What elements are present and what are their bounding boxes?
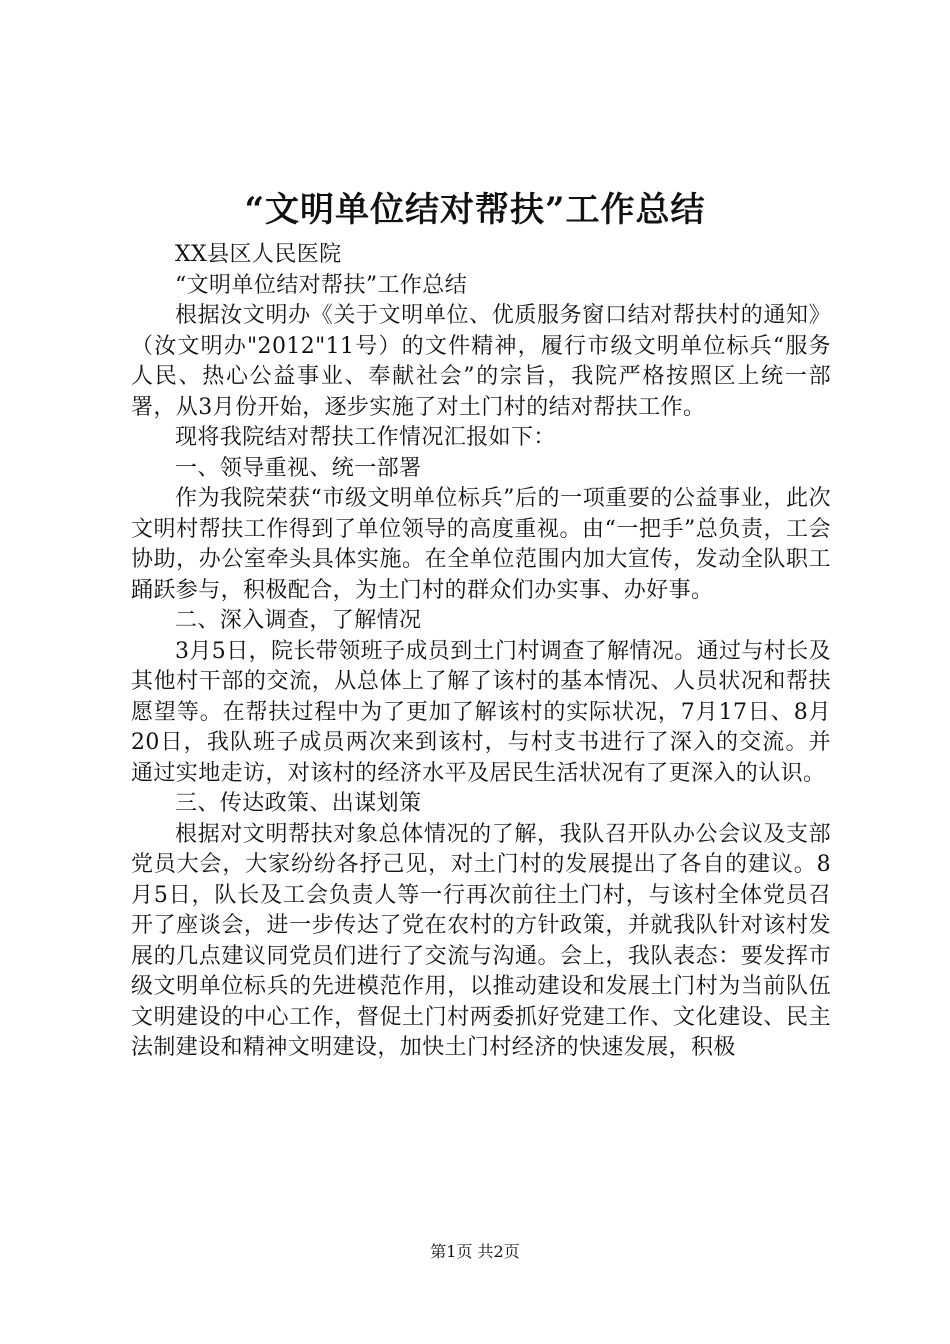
section-heading-3: 三、传达政策、出谋划策 (175, 791, 422, 816)
page-number: 第1页 共2页 (430, 1242, 520, 1261)
paragraph-organization: XX县区人民医院 (175, 242, 342, 267)
section-heading-2: 二、深入调查，了解情况 (175, 608, 422, 633)
paragraph-subtitle: “文明单位结对帮扶”工作总结 (175, 272, 468, 298)
paragraph-report-lead: 现将我院结对帮扶工作情况汇报如下： (175, 425, 556, 450)
document-title: “文明单位结对帮扶”工作总结 (244, 190, 706, 230)
paragraph-intro: 根据汝文明办《关于文明单位、优质服务窗口结对帮扶村的通知》（汝文明办"2012"11号）的文件精神，履行市级文明单位标兵“服务人民、热心公益事业、奉献社会”的宗旨，我院严格按照区上统一部署，从3月份开始，逐步实施了对土门村的结对帮扶工作。 (131, 303, 831, 420)
paragraph-section-2: 3月5日，院长带领班子成员到土门村调查了解情况。通过与村长及其他村干部的交流，从总体上了解了该村的基本情况、人员状况和帮扶愿望等。在帮扶过程中为了更加了解该村的实际状况，7月17日、8月20日，我队班子成员两次来到该村，与村支书进行了深入的交流。并通过实地走访，对该村的经济水平及居民生活状况有了更深入的认识。 (131, 638, 831, 786)
document-body (131, 240, 831, 1064)
paragraph-section-3: 根据对文明帮扶对象总体情况的了解，我队召开队办公会议及支部党员大会，大家纷纷各抒己见，对土门村的发展提出了各自的建议。8月5日，队长及工会负责人等一行再次前往土门村，与该村全体党员召开了座谈会，进一步传达了党在农村的方针政策，并就我队针对该村发展的几点建议同党员们进行了交流与沟通。会上，我队表态：要发挥市级文明单位标兵的先进模范作用，以推动建设和发展土门村为当前队伍文明建设的中心工作，督促土门村两委抓好党建工作、文化建设、民主法制建设和精神文明建设，加快土门村经济的快速发展，积极 (131, 821, 831, 1060)
paragraph-section-1: 作为我院荣获“市级文明单位标兵”后的一项重要的公益事业，此次文明村帮扶工作得到了单位领导的高度重视。由“一把手”总负责，工会协助，办公室牵头具体实施。在全单位范围内加大宣传，发动全队职工踊跃参与，积极配合，为土门村的群众们办实事、办好事。 (131, 486, 831, 603)
section-heading-1: 一、领导重视、统一部署 (175, 455, 422, 481)
